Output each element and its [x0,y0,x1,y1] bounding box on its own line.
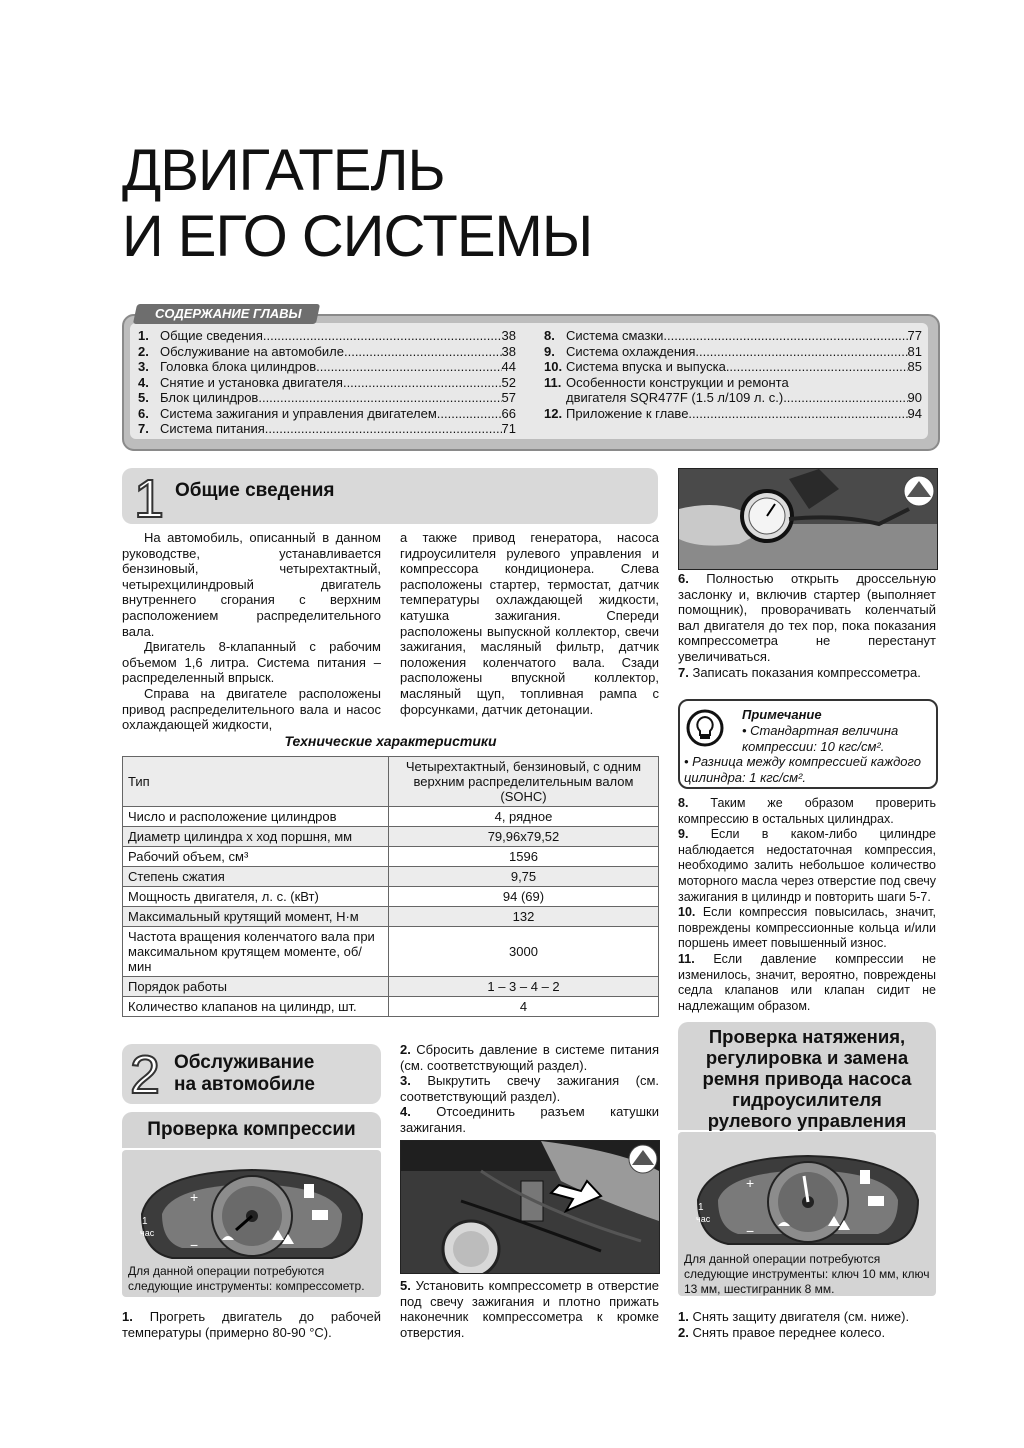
toc-row [138,375,516,391]
step-item [678,665,936,681]
step-number: 3. [400,1073,428,1089]
toc-number: 1. [138,328,149,343]
step-text: Таким же образом проверить компрессию в остальных цилиндрах. [678,796,936,826]
step-text: Выкрутить свечу зажигания (см. соответствующий раздел). [400,1073,659,1104]
step-text: Снять правое переднее колесо. [692,1324,886,1340]
toc-row [544,390,922,406]
section-1-header [122,468,658,529]
spec-caption: Технические характеристики [284,733,497,749]
toc-leader [344,344,502,360]
toc-leader [343,375,502,391]
spec-key: Мощность двигателя, л. с. (кВт) [123,887,389,907]
toc-page: 52 [501,374,516,390]
spec-value: 4 [389,997,659,1017]
step-text: Сбросить давление в системе питания (см. соответствующий раздел). [400,1042,659,1073]
step-number: 9. [678,827,711,842]
paragraph: На автомобиль, описанный в данном руководстве, устанавливается бензиновый, четырехтактный, четырехцилиндровый двигатель внутреннего сгорания с верхним расположением распределительного вала. [122,530,381,639]
toc-leader [663,328,907,344]
toc-number: 2. [138,343,149,359]
title-line: регулировка и замена [705,1047,909,1068]
step-number: 2. [400,1042,417,1057]
section-title: Общие сведения [175,480,335,501]
step-number: 8. [678,796,711,810]
toc-leader [783,390,907,406]
toc-row [138,344,516,360]
note-item: • Разница между компрессией каждого цилиндра: 1 кгс/см². [684,754,921,785]
section-title-line-1: Обслуживание [174,1052,315,1073]
compression-gauge-photo [678,468,938,570]
svg-text:−: − [190,1237,199,1253]
step-text: Полностью открыть дроссельную заслонку и, включив стартер (выполняет помощник), проворачивать коленчатый вал двигателя до тех пор, пока показания компрессометра не перестанут увеличиваться. [678,571,936,664]
toc-page: 38 [501,328,516,343]
toc-label: Головка блока цилиндров [160,359,317,374]
toc-label: Система впуска и выпуска [566,359,726,374]
toc-row [138,328,516,344]
toc-label: Приложение к главе [566,405,689,421]
spec-row [123,827,659,847]
toc-row [544,375,922,391]
section-2-header [122,1044,381,1104]
toc-right-column [544,328,922,421]
tools-caption-right: Для данной операции потребуются следующие инструменты: ключ 10 мм, ключ 13 мм, шестигранник 8 мм. [684,1252,930,1296]
toc-leader [695,344,907,360]
toc-page: 77 [907,328,922,343]
spec-value: 3000 [389,927,659,977]
toc-leader [437,406,502,422]
toc-row [138,406,516,422]
svg-text:+: + [746,1175,755,1191]
toc-leader [263,328,502,344]
step-number: 1. [122,1309,150,1324]
spec-value: Четырехтактный, бензиновый, с одним верхним распределительным валом (SOHC) [389,757,659,807]
belt-subsection-title [678,1022,936,1130]
toc-label: Система охлаждения [566,343,696,359]
toc-number: 8. [544,328,555,343]
toc-number: 12. [544,405,563,421]
title-line: гидроусилителя [732,1089,882,1110]
paragraph: Справа на двигателе расположены привод распределительного вала и насос охлаждающей жидкости, [122,685,381,733]
svg-text:час: час [696,1214,711,1224]
toc-row [544,344,922,360]
spec-value: 9,75 [389,867,659,887]
step-text: Если давление компрессии не изменилось, значит, вероятно, повреждены седла клапанов или клапан сидит не надлежащим образом. [678,951,936,1013]
spec-value: 1596 [389,847,659,867]
toc-page: 81 [907,343,922,359]
belt-steps [678,1309,936,1340]
step-number: 10. [678,905,703,920]
section-title-line-2: на автомобиле [174,1074,315,1095]
toc-label: Система питания [160,421,265,436]
step-text: Снять защиту двигателя (см. ниже). [692,1309,910,1324]
step-number: 1. [678,1309,693,1324]
spec-row [123,907,659,927]
title-line: рулевого управления [707,1110,907,1131]
step-item [678,905,936,952]
toc-row [544,328,922,344]
step-number: 5. [400,1278,416,1293]
spec-row [123,887,659,907]
toc-label: Снятие и установка двигателя [160,374,343,390]
spec-row [123,927,659,977]
toc-leader [688,406,907,422]
toc-label: Блок цилиндров [160,390,259,405]
toc-page: 57 [501,390,516,405]
step-5 [400,1278,659,1340]
toc-page: 44 [501,359,516,374]
step-item [678,571,936,665]
spec-value: 1 – 3 – 4 – 2 [389,977,659,997]
note-box [678,699,938,789]
spec-value: 94 (69) [389,887,659,907]
toc-number: 9. [544,343,555,359]
toc-page: 90 [907,390,922,405]
note-items [684,723,930,785]
toc-row [544,359,922,375]
toc-inner [130,323,928,439]
svg-text:−: − [746,1223,755,1239]
toc-page: 71 [501,421,516,436]
spec-key: Тип [123,757,389,807]
title-line: ремня привода насоса [702,1068,912,1089]
step-item [122,1309,381,1340]
svg-text:1: 1 [698,1202,704,1213]
toc-leader [265,421,502,437]
svg-text:час: час [140,1228,155,1238]
toc-number: 4. [138,374,149,390]
step-item [400,1042,659,1073]
step-text: Записать показания компрессометра. [692,664,921,680]
spec-row [123,757,659,807]
toc-page: 38 [501,343,516,359]
dashboard-illustration [132,1154,372,1262]
right-steps-8-11 [678,796,936,1014]
step-item [400,1278,659,1340]
spec-row [123,997,659,1017]
toc-label: двигателя SQR477F (1.5 л/109 л. с.) [566,390,784,405]
spec-value: 4, рядное [389,807,659,827]
tools-caption: Для данной операции потребуются следующие инструменты: компрессометр. [128,1264,365,1293]
spec-key: Диаметр цилиндра х ход поршня, мм [123,827,389,847]
ignition-coil-photo [400,1140,660,1274]
toc-label: Обслуживание на автомобиле [160,343,344,359]
step-item [400,1104,659,1135]
step-number: 7. [678,664,693,680]
section-number: 2 [130,1045,161,1105]
spec-key: Частота вращения коленчатого вала при максимальном крутящем моменте, об/мин [123,927,389,977]
step-text: Прогреть двигатель до рабочей температуры (примерно 80-90 °С). [122,1309,381,1340]
step-number: 11. [678,951,714,966]
step-text: Если в каком-либо цилиндре наблюдается недостаточная компрессия, необходимо залить небольшое количество моторного масла через отверстие под свечу зажигания в цилиндр и повторить шаги 5-7. [678,827,936,904]
toc-number: 7. [138,421,149,436]
spec-key: Число и расположение цилиндров [123,807,389,827]
step-text: Установить компрессометр в отверстие под свечу зажигания и плотно прижать наконечник компрессометра к кромке отверстия. [400,1278,659,1340]
subsection-title: Проверка компрессии [122,1112,381,1148]
toc-page: 94 [907,405,922,421]
title-line-2: И ЕГО СИСТЕМЫ [122,204,593,269]
note-title: Примечание [742,707,822,722]
spec-row [123,847,659,867]
spec-key: Рабочий объем, см³ [123,847,389,867]
step-item [678,1325,936,1341]
toc-number: 10. [544,359,563,374]
step-item [678,952,936,1014]
step-item [678,1309,936,1325]
right-steps-6-7 [678,571,936,680]
toc-label: Система смазки [566,328,664,343]
step-item [678,827,936,905]
spec-table [122,756,659,1017]
svg-text:+: + [190,1189,199,1205]
note-item: • Стандартная величина компрессии: 10 кгс/см². [742,723,899,754]
step-text: Если компрессия повысилась, значит, повреждены компрессионные кольца и/или поршень имеет повышенный износ. [678,905,936,951]
step-item [400,1073,659,1104]
page-title [122,138,592,270]
title-line: Проверка натяжения, [708,1026,906,1047]
toc-leader [726,359,908,375]
toc-label: Общие сведения [160,328,263,343]
step-number: 4. [400,1104,437,1120]
spec-key: Количество клапанов на цилиндр, шт. [123,997,389,1017]
toc-number: 3. [138,359,149,374]
spec-key: Порядок работы [123,977,389,997]
spec-value: 79,96x79,52 [389,827,659,847]
spec-key: Степень сжатия [123,867,389,887]
step-item [678,796,936,827]
step-number: 2. [678,1324,693,1340]
tools-panel [122,1150,381,1297]
tools-panel-right [678,1132,936,1296]
toc-number: 11. [544,374,562,390]
paragraph: а также привод генератора, насоса гидроусилителя рулевого управления и компрессора кондиционера. Слева расположены стартер, термостат, датчик температуры охлаждающей жидкости, катушка зажигания. Спереди расположены выпускной коллектор, свечи зажигания, масляный фильтр, датчик положения коленчатого вала. Сзади расположены впускной коллектор, масляный щуп, топливная рампа с форсунками, датчик детонации. [400,530,659,717]
toc-row [138,359,516,375]
svg-text:1: 1 [142,1216,148,1227]
toc-leader [316,359,501,375]
spec-row [123,867,659,887]
toc-page: 85 [907,359,922,374]
toc-number [544,390,566,406]
step-number: 6. [678,571,707,586]
spec-key: Максимальный крутящий момент, Н·м [123,907,389,927]
spec-row [123,977,659,997]
toc-row [138,421,516,437]
toc-page: 66 [501,405,516,421]
toc-label: Особенности конструкции и ремонта [566,374,789,390]
spec-value: 132 [389,907,659,927]
paragraph: Двигатель 8-клапанный с рабочим объемом 1,6 литра. Система питания – распределенный впрыск. [122,639,381,686]
title-line-1: ДВИГАТЕЛЬ [122,138,445,203]
steps-2-4 [400,1042,659,1136]
toc-leader [258,390,501,406]
section-1-column-1 [122,530,381,733]
toc-label: Система зажигания и управления двигателем [160,405,437,421]
toc-number: 5. [138,390,149,405]
toc-row [138,390,516,406]
toc-row [544,406,922,422]
dashboard-illustration [688,1138,928,1250]
toc-left-column [138,328,516,437]
section-number: 1 [134,469,165,529]
spec-row [123,807,659,827]
section-1-column-2 [400,530,659,717]
step-text: Отсоединить разъем катушки зажигания. [400,1104,659,1135]
step-1 [122,1309,381,1340]
toc-header: СОДЕРЖАНИЕ ГЛАВЫ [133,304,320,324]
toc-number: 6. [138,405,149,421]
